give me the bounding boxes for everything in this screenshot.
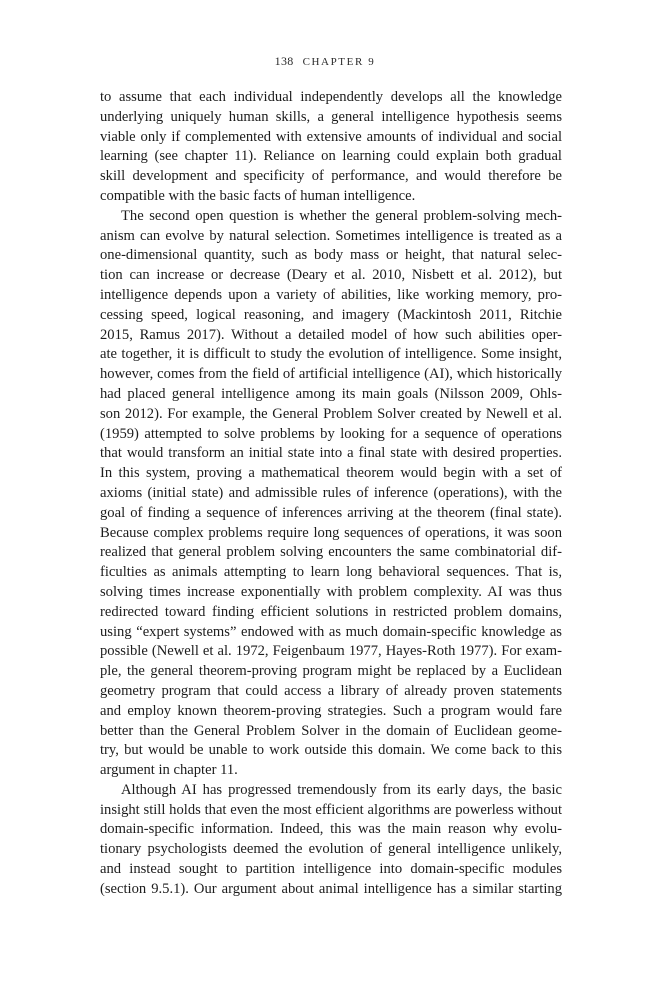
text-line: one-dimensional quantity, such as body mass or height, that natural selec- (100, 247, 562, 264)
chapter-label: CHAPTER 9 (302, 56, 376, 68)
running-head (0, 54, 650, 69)
text-line: ple, the general theorem-proving program might be replaced by a Euclidean (100, 663, 562, 680)
text-line: had placed general intelligence among its main goals (Nilsson 2009, Ohls- (100, 385, 562, 402)
text-line: domain-specific information. Indeed, this was the main reason why evolu- (100, 821, 562, 838)
text-line: and employ known theorem-proving strategies. Such a program would fare (100, 702, 562, 719)
text-line: better than the General Problem Solver in the domain of Euclidean geome- (100, 722, 562, 739)
text-line: and instead sought to partition intelligence into domain-specific modules (100, 861, 562, 878)
text-line: argument in chapter 11. (100, 762, 238, 779)
text-line: ficulties as animals attempting to learn long behavioral sequences. That is, (100, 564, 562, 581)
text-line: to assume that each individual independently develops all the knowledge (100, 89, 562, 105)
text-line: son 2012). For example, the General Problem Solver created by Newell et al. (100, 405, 562, 422)
text-line: ate together, it is difficult to study the evolution of intelligence. Some insight, (100, 346, 562, 363)
text-line: intelligence depends upon a variety of abilities, like working memory, pro- (100, 286, 562, 303)
paragraph (100, 88, 562, 207)
text-line: insight still holds that even the most efficient algorithms are powerless without (100, 801, 562, 818)
text-line: geometry program that could access a library of already proven statements (100, 682, 562, 699)
text-line: using “expert systems” endowed with as much domain-specific knowledge as (100, 623, 562, 640)
page-number: 138 (274, 54, 294, 68)
text-line: compatible with the basic facts of human intelligence. (100, 187, 416, 204)
paragraph (100, 207, 562, 781)
text-line: Although AI has progressed tremendously from its early days, the basic (121, 781, 562, 798)
text-line: The second open question is whether the general problem-solving mech- (121, 207, 562, 224)
text-line: however, comes from the field of artificial intelligence (AI), which historically (100, 366, 562, 383)
paragraph (100, 781, 562, 900)
body-text (100, 88, 562, 900)
text-line: skill development and specificity of performance, and would therefore be (100, 168, 562, 185)
text-line: realized that general problem solving encounters the same combinatorial dif- (100, 544, 562, 561)
text-line: cessing speed, logical reasoning, and imagery (Mackintosh 2011, Ritchie (100, 306, 562, 323)
text-line: (1959) attempted to solve problems by looking for a sequence of operations (100, 425, 562, 442)
text-line: goal of finding a sequence of inferences arriving at the theorem (final state). (100, 504, 562, 521)
text-line: In this system, proving a mathematical theorem would begin with a set of (100, 465, 562, 482)
text-line: Because complex problems require long sequences of operations, it was soon (100, 524, 562, 541)
text-line: axioms (initial state) and admissible rules of inference (operations), with the (100, 484, 562, 501)
text-line: that would transform an initial state into a final state with desired properties. (100, 445, 562, 462)
text-line: 2015, Ramus 2017). Without a detailed model of how such abilities oper- (100, 326, 562, 343)
text-line: anism can evolve by natural selection. Sometimes intelligence is treated as a (100, 227, 562, 244)
text-line: learning (see chapter 11). Reliance on learning could explain both gradual (100, 148, 562, 165)
text-line: (section 9.5.1). Our argument about animal intelligence has a similar starting (100, 880, 562, 897)
text-line: try, but would be unable to work outside this domain. We come back to this (100, 742, 562, 759)
text-line: underlying uniquely human skills, a general intelligence hypothesis seems (100, 108, 562, 125)
text-line: possible (Newell et al. 1972, Feigenbaum 1977, Hayes-Roth 1977). For exam- (100, 643, 562, 660)
text-line: solving times increase exponentially with problem complexity. AI was thus (100, 583, 562, 600)
text-line: tion can increase or decrease (Deary et al. 2010, Nisbett et al. 2012), but (100, 267, 562, 284)
text-line: redirected toward finding efficient solutions in restricted problem domains, (100, 603, 562, 620)
text-line: tionary psychologists deemed the evolution of general intelligence unlikely, (100, 841, 562, 858)
text-line: viable only if complemented with extensive amounts of individual and social (100, 128, 562, 145)
